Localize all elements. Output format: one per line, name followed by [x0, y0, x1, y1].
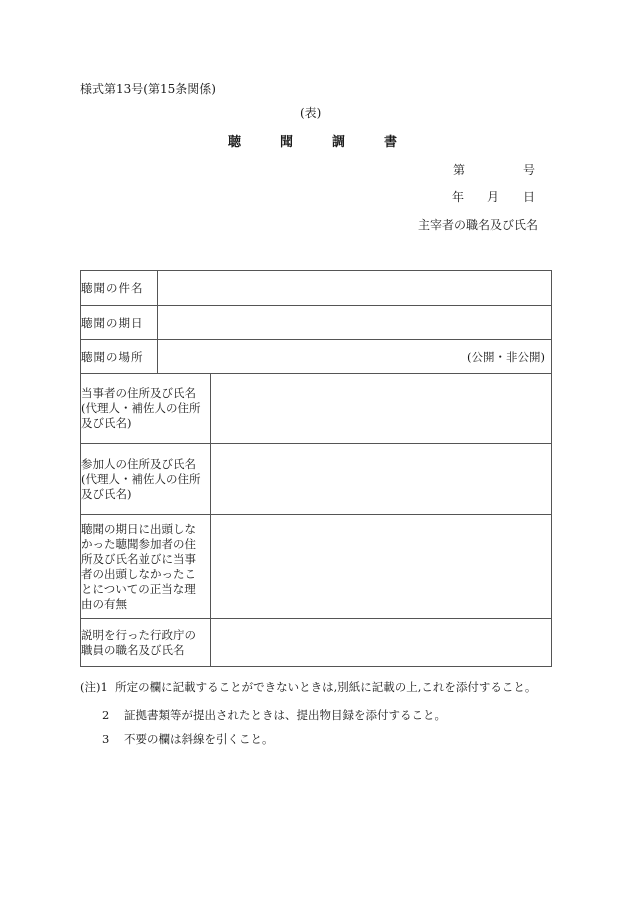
official-field[interactable] — [211, 619, 552, 667]
absent-label-line: 者の出頭しなかったこ — [81, 566, 196, 581]
hearing-place-field[interactable] — [158, 340, 552, 374]
hearing-date-label: 聴聞の期日 — [81, 306, 158, 340]
hearing-date-field[interactable] — [158, 306, 552, 340]
party-label-line: 及び氏名) — [81, 416, 132, 430]
table-row — [81, 374, 552, 444]
absent-label-line: 由の有無 — [81, 596, 127, 611]
absent-label-line: 聴聞の期日に出頭しな — [81, 521, 196, 536]
official-label — [81, 619, 211, 667]
date-year-label: 年 — [452, 190, 465, 204]
note-text: 証拠書類等が提出されたときは、提出物目録を添付すること。 — [124, 708, 446, 722]
case-name-field[interactable] — [158, 271, 552, 306]
note-item — [80, 681, 536, 693]
document-number-prefix: 第 — [453, 163, 466, 177]
page-title — [228, 131, 436, 150]
public-private-note: (公開・非公開) — [467, 349, 545, 364]
chairperson-label: 主宰者の職名及び氏名 — [418, 218, 539, 232]
absent-label-line: とについての正当な理 — [81, 581, 196, 596]
note-number: 3 — [102, 732, 110, 746]
official-label-line: 職員の職名及び氏名 — [81, 642, 185, 657]
title-char: 調 — [332, 135, 346, 150]
participant-field[interactable] — [211, 444, 552, 515]
absent-participant-field[interactable] — [211, 515, 552, 619]
date-month-label: 月 — [487, 190, 500, 204]
table-row — [81, 340, 552, 374]
table-row — [81, 515, 552, 619]
document-number-suffix: 号 — [523, 163, 536, 177]
note-text: 所定の欄に記載することができないときは,別紙に記載の上,これを添付すること。 — [115, 680, 537, 694]
official-label-line: 説明を行った行政庁の — [81, 627, 196, 642]
participant-label-line: 参加人の住所及び氏名 — [81, 456, 196, 471]
note-item — [102, 709, 446, 721]
party-label-line: 当事者の住所及び氏名 — [81, 386, 196, 400]
absent-participant-label — [81, 515, 211, 619]
absent-label-line: かった聴聞参加者の住 — [81, 536, 196, 551]
party-field[interactable] — [211, 374, 552, 444]
table-row — [81, 306, 552, 340]
hearing-place-label: 聴聞の場所 — [81, 340, 158, 374]
hearing-record-table — [80, 270, 552, 667]
table-row — [81, 271, 552, 306]
participant-label — [81, 444, 211, 515]
party-label — [81, 374, 211, 444]
note-item — [102, 733, 274, 745]
note-prefix: (注)1 — [80, 680, 108, 694]
title-char: 書 — [384, 135, 398, 150]
table-row — [81, 444, 552, 515]
note-text: 不要の欄は斜線を引くこと。 — [124, 732, 274, 746]
side-label: (表) — [300, 106, 322, 120]
note-number: 2 — [102, 708, 110, 722]
title-char: 聴 — [228, 135, 242, 150]
participant-label-line: 及び氏名) — [81, 486, 132, 501]
title-char: 聞 — [280, 135, 294, 150]
table-row — [81, 619, 552, 667]
participant-label-line: (代理人・補佐人の住所 — [81, 471, 201, 486]
party-label-line: (代理人・補佐人の住所 — [81, 401, 201, 415]
date-day-label: 日 — [523, 190, 536, 204]
form-number: 様式第13号(第15条関係) — [80, 82, 216, 96]
absent-label-line: 所及び氏名並びに当事 — [81, 551, 196, 566]
case-name-label: 聴聞の件名 — [81, 271, 158, 306]
